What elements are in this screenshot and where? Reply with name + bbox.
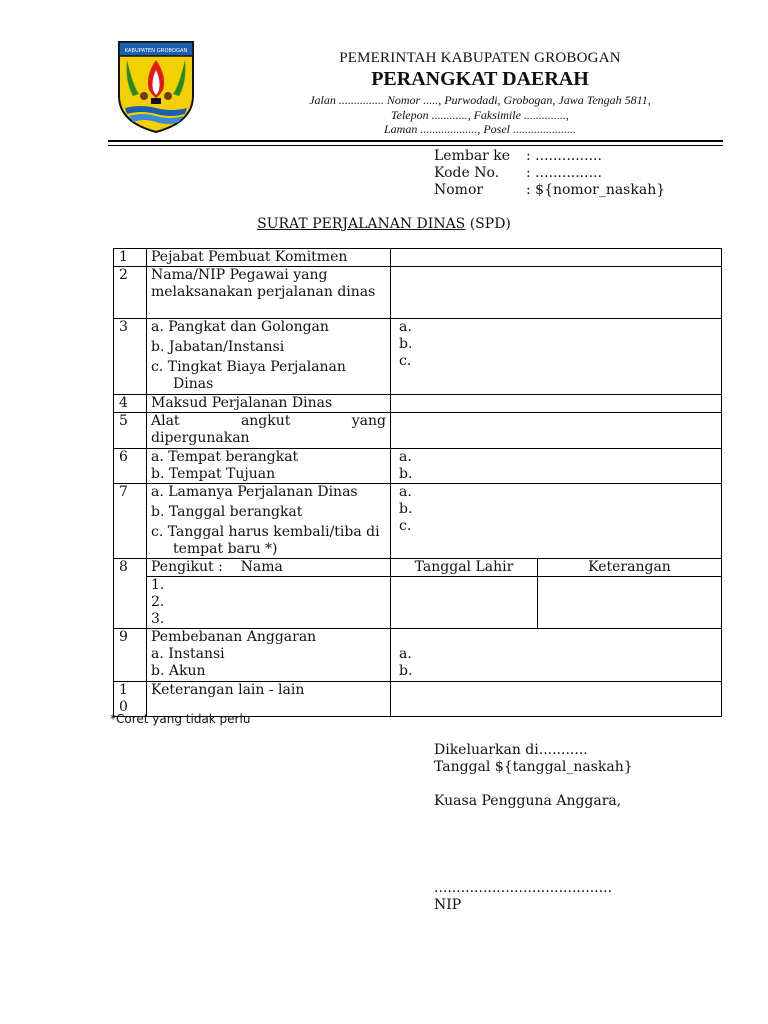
sub-item: b. Akun <box>151 663 206 679</box>
spacer <box>399 629 717 646</box>
value-item: a. <box>399 449 412 465</box>
signature-line: ........................................ <box>434 880 613 896</box>
value-item: a. <box>399 484 412 500</box>
row-value <box>391 484 722 559</box>
nip-label: NIP <box>434 897 462 913</box>
kabupaten-logo <box>115 38 197 134</box>
row-number: 1 <box>114 249 147 267</box>
value-item: c. <box>399 353 412 369</box>
row-number-digit: 1 <box>119 682 128 698</box>
meta-value: : ............... <box>526 148 602 164</box>
sub-item: Pembebanan Anggaran <box>151 629 317 645</box>
row-value <box>391 267 722 319</box>
table-row <box>114 249 722 267</box>
government-name: PEMERINTAH KABUPATEN GROBOGAN <box>339 50 621 66</box>
column-header-tanggal-lahir: Tanggal Lahir <box>391 559 538 577</box>
row-number-digit: 0 <box>119 699 128 715</box>
table-row <box>114 629 722 682</box>
sub-item: a. Tempat berangkat <box>151 449 299 465</box>
sub-item: c. Tingkat Biaya Perjalanan Dinas <box>151 359 346 392</box>
table-row <box>114 319 722 395</box>
row-label: Pengikut : Nama <box>147 559 391 577</box>
row-number: 8 <box>114 559 147 629</box>
row-number: 2 <box>114 267 147 319</box>
row-number: 4 <box>114 395 147 413</box>
table-row <box>114 559 722 577</box>
logo-banner-text: KABUPATEN GROBOGAN <box>124 48 188 54</box>
table-row <box>114 413 722 449</box>
sub-item: a. Lamanya Perjalanan Dinas <box>151 484 358 500</box>
list-item: 3. <box>151 611 165 627</box>
table-row <box>114 267 722 319</box>
value-item: b. <box>399 336 413 352</box>
row-label <box>147 629 391 682</box>
meta-nomor <box>434 182 665 198</box>
header-rule-thick <box>108 140 723 142</box>
meta-lembar <box>434 148 602 164</box>
word: Alat <box>151 413 180 429</box>
row-value <box>391 682 722 717</box>
meta-key: Kode No. <box>434 165 500 181</box>
table-row <box>114 577 722 629</box>
sub-item: c. Tanggal harus kembali/tiba di tempat baru *) <box>151 524 380 557</box>
sub-item: b. Tempat Tujuan <box>151 466 276 482</box>
meta-key: Lembar ke <box>434 148 511 164</box>
row-label <box>147 577 391 629</box>
row-label <box>147 413 391 449</box>
row-label: Pejabat Pembuat Komitmen <box>147 249 391 267</box>
issued-place: Dikeluarkan di........... <box>434 742 588 758</box>
sub-item: b. Jabatan/Instansi <box>151 339 285 355</box>
row-value <box>391 577 538 629</box>
row-value <box>538 577 722 629</box>
footnote: *Coret yang tidak perlu <box>110 712 251 726</box>
signer-role: Kuasa Pengguna Anggara, <box>434 793 622 809</box>
title-main: SURAT PERJALANAN DINAS <box>257 216 466 232</box>
row-label: Nama/NIP Pegawai yang melaksanakan perjalanan dinas <box>147 267 391 319</box>
value-item: b. <box>399 466 413 482</box>
row-number: 7 <box>114 484 147 559</box>
row-label: Maksud Perjalanan Dinas <box>147 395 391 413</box>
table-row <box>114 484 722 559</box>
list-item: 2. <box>151 594 165 610</box>
row-value <box>391 629 722 682</box>
row-label <box>147 484 391 559</box>
value-item: c. <box>399 518 412 534</box>
row-number: 9 <box>114 629 147 682</box>
spd-table <box>113 248 722 717</box>
row-value <box>391 449 722 484</box>
row-label <box>147 319 391 395</box>
row-value <box>391 319 722 395</box>
document-title <box>0 216 768 232</box>
row-number: 6 <box>114 449 147 484</box>
justified-line <box>151 413 386 430</box>
meta-kode <box>434 165 602 181</box>
header-rule-thin <box>108 145 723 146</box>
row-value <box>391 395 722 413</box>
list-item: 1. <box>151 577 165 593</box>
word: angkut <box>240 413 291 429</box>
address-line: Jalan ............... Nomor ....., Purwodadi, Grobogan, Jawa Tengah 5811, <box>309 93 651 107</box>
value-item: b. <box>399 501 413 517</box>
table-row <box>114 449 722 484</box>
row-number: 5 <box>114 413 147 449</box>
row-label <box>147 449 391 484</box>
sub-item: a. Pangkat dan Golongan <box>151 319 329 335</box>
word: dipergunakan <box>151 430 250 446</box>
value-item: b. <box>399 663 413 679</box>
value-item: a. <box>399 646 412 662</box>
column-header-keterangan: Keterangan <box>538 559 722 577</box>
value-item: a. <box>399 319 412 335</box>
agency-name: PERANGKAT DAERAH <box>371 68 589 90</box>
table-row <box>114 395 722 413</box>
meta-value: : ${nomor_naskah} <box>526 182 666 198</box>
meta-key: Nomor <box>434 182 484 198</box>
row-number: 3 <box>114 319 147 395</box>
row-value <box>391 249 722 267</box>
issued-date: Tanggal ${tanggal_naskah} <box>434 759 633 775</box>
word: yang <box>351 413 386 429</box>
web-line: Laman ..................., Posel ..................... <box>384 122 576 136</box>
meta-value: : ............... <box>526 165 602 181</box>
sub-item: a. Instansi <box>151 646 225 662</box>
row-label: Keterangan lain - lain <box>147 682 391 717</box>
row-value <box>391 413 722 449</box>
title-abbr: (SPD) <box>465 216 511 232</box>
phone-line: Telepon ............, Faksimile .............., <box>391 108 569 122</box>
sub-item: b. Tanggal berangkat <box>151 504 303 520</box>
